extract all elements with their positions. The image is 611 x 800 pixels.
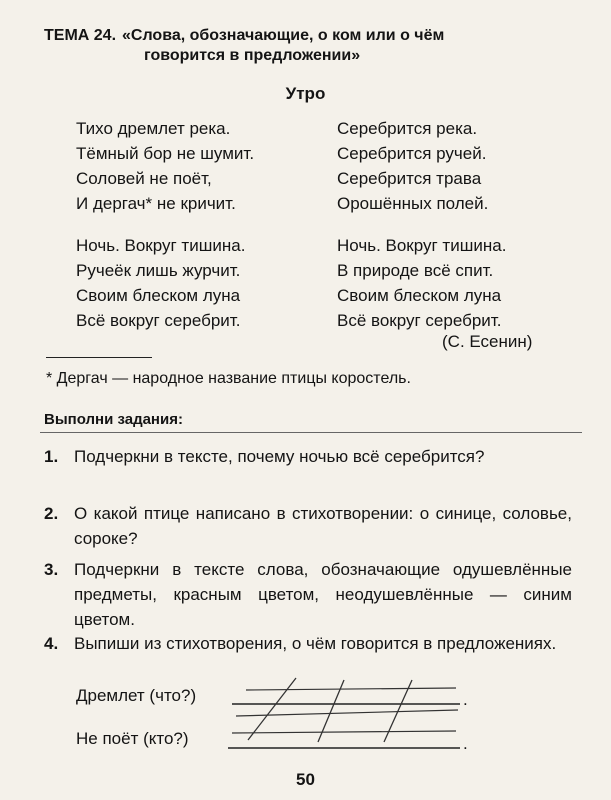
poem-line: Всё вокруг серебрит. (337, 311, 502, 330)
poem-line: Тёмный бор не шумит. (76, 144, 255, 163)
poem-title: Утро (285, 84, 326, 103)
task-text: Подчеркни в тексте, почему ночью всё серебрится? (74, 447, 485, 466)
poem-line: Всё вокруг серебрит. (76, 311, 241, 330)
end-mark-1: . (463, 690, 468, 709)
handwritten-slash (248, 678, 296, 740)
poem-line: Ночь. Вокруг тишина. (337, 236, 507, 255)
handwritten-line (232, 731, 456, 733)
task-number: 3. (44, 560, 59, 579)
poem-line: Орошённых полей. (337, 194, 489, 213)
task-number: 2. (44, 504, 59, 523)
topic-title-line2: говорится в предложении» (144, 47, 361, 64)
poem-line: Серебрится река. (337, 119, 478, 138)
poem-line: Тихо дремлет река. (76, 119, 231, 138)
task-number: 4. (44, 634, 59, 653)
poem-line: Соловей не поёт, (76, 169, 212, 188)
poem-author: (С. Есенин) (442, 332, 533, 351)
poem-line: И дергач* не кричит. (76, 194, 236, 213)
poem-line: Ручеёк лишь журчит. (76, 261, 241, 280)
poem-line: Ночь. Вокруг тишина. (76, 236, 246, 255)
handwritten-line (246, 688, 456, 690)
task-number: 1. (44, 447, 59, 466)
poem-line: Серебрится ручей. (337, 144, 487, 163)
poem-line: В природе всё спит. (337, 261, 494, 280)
footnote: * Дергач — народное название птицы коростель. (46, 370, 411, 387)
task-text: Подчеркни в тексте слова, обозначающие одушевлённые предметы, красным цветом, неодушевлённые — синим цветом. (74, 560, 572, 629)
fill-in-prompt-1: Дремлет (что?) (76, 686, 197, 705)
tasks-heading: Выполни задания: (44, 411, 183, 428)
poem-line: Серебрится трава (337, 169, 482, 188)
fill-in-prompt-2: Не поёт (кто?) (76, 729, 189, 748)
topic-number: ТЕМА 24. (44, 27, 117, 44)
poem-line: Своим блеском луна (76, 286, 241, 305)
end-mark-2: . (463, 734, 468, 753)
topic-title-line1: «Слова, обозначающие, о ком или о чём (122, 27, 445, 44)
poem-line: Своим блеском луна (337, 286, 502, 305)
task-text: О какой птице написано в стихотворении: о синице, соловье, сороке? (74, 504, 572, 548)
page-number: 50 (296, 770, 315, 789)
task-text: Выпиши из стихотворения, о чём говорится в предложениях. (74, 634, 557, 653)
